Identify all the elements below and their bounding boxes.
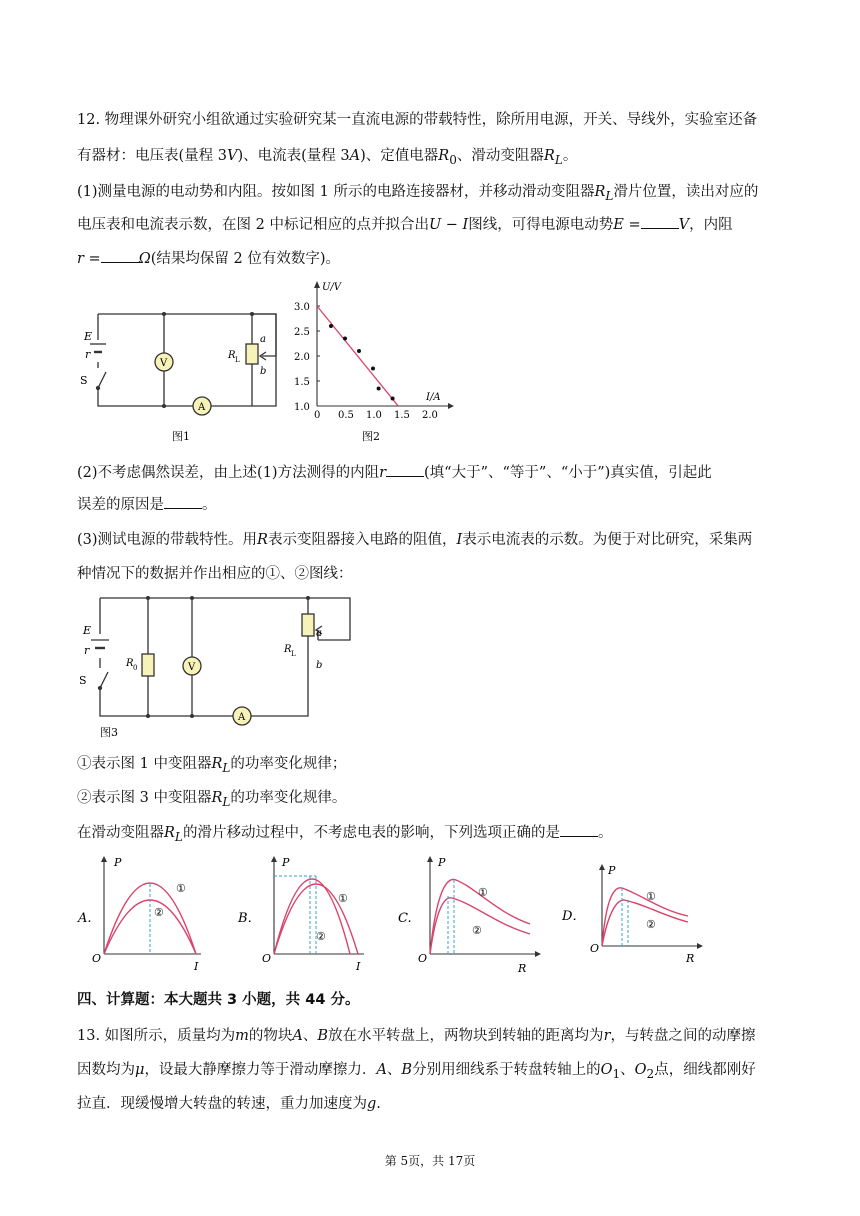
- symbol-rl: R: [543, 148, 555, 164]
- axis-i: I: [194, 960, 199, 973]
- label-rl-sub: L: [291, 650, 296, 658]
- origin-o: O: [92, 952, 102, 965]
- option-c-label: C.: [398, 911, 412, 926]
- subscript: L: [554, 152, 563, 167]
- text: 的物块: [248, 1028, 293, 1044]
- text: )、电流表(量程 3: [237, 148, 350, 164]
- label-s: S: [80, 374, 88, 387]
- label-b: b: [316, 660, 323, 671]
- axis-p: P: [608, 864, 616, 877]
- text: 12. 物理课外研究小组欲通过实验研究某一直流电源的带载特性，除所用电源，开关、导线外，实验室还备: [77, 112, 758, 128]
- q13-line-1: [77, 1026, 756, 1046]
- axis-p: P: [114, 856, 122, 869]
- text: 。: [562, 148, 578, 164]
- curve-1-label: ①: [176, 882, 186, 895]
- unit-a: A: [349, 148, 361, 164]
- option-b-graph: [236, 854, 376, 976]
- data-point: [329, 324, 333, 328]
- fig2-caption: 图2: [362, 430, 380, 443]
- subscript: 2: [646, 1066, 655, 1081]
- text: .: [376, 1096, 381, 1112]
- symbol-i: I: [456, 532, 463, 548]
- label-a: a: [260, 334, 266, 345]
- text: 有器材：电压表(量程 3: [77, 148, 227, 164]
- symbol-r: R: [257, 532, 268, 548]
- option-d-graph: [560, 854, 710, 976]
- x-tick-label: 1.5: [394, 410, 410, 421]
- text: 滑片位置，读出对应的: [613, 184, 759, 200]
- symbol-m: m: [235, 1028, 249, 1044]
- symbol-rl: R: [594, 184, 606, 200]
- x-tick-label: 2.0: [422, 410, 438, 421]
- symbol-b: B: [401, 1062, 413, 1078]
- text: 四、计算题：本大题共 3 小题，共 44 分。: [77, 992, 360, 1008]
- text: 的功率变化规律。: [230, 790, 347, 806]
- text: (1)测量电源的电动势和内阻。按如图 1 所示的电路连接器材，并移动滑动变阻器: [77, 184, 595, 200]
- y-tick-label: 1.0: [294, 402, 310, 413]
- q12-line-8: [77, 530, 752, 550]
- q12-line-11: [77, 788, 346, 812]
- fit-line: [317, 306, 398, 406]
- answer-blank-reason[interactable]: [164, 494, 202, 509]
- q12-line-5: [77, 248, 340, 269]
- label-e: E: [83, 624, 92, 637]
- symbol-rl: R: [211, 790, 223, 806]
- text: 分别用细线系于转盘转轴上的: [412, 1062, 601, 1078]
- text: 拉直．现缓慢增大转盘的转速，重力加速度为: [77, 1096, 367, 1112]
- label-r: r: [85, 348, 91, 361]
- symbol-r: r: [379, 465, 387, 481]
- origin-o: O: [590, 942, 600, 955]
- text: 、: [302, 1028, 318, 1044]
- curve-1: [274, 879, 350, 954]
- ammeter-label: A: [238, 712, 246, 723]
- fig1-caption: 图1: [172, 430, 190, 443]
- axis-r: R: [518, 962, 527, 975]
- subscript: 0: [449, 152, 457, 167]
- label-r0: R: [126, 658, 134, 669]
- text: 、: [620, 1062, 635, 1078]
- subscript: L: [222, 760, 231, 775]
- q13-line-2: [77, 1060, 756, 1084]
- text: 电压表和电流表示数，在图 2 中标记相应的点并拟合出: [77, 217, 429, 233]
- q12-line-9: [77, 564, 353, 584]
- symbol-u-i: U − I: [428, 217, 469, 233]
- text: (2)不考虑偶然误差，由上述(1)方法测得的内阻: [77, 465, 380, 481]
- figure-2-ui-chart: [290, 276, 470, 448]
- data-point: [377, 387, 381, 391]
- curve-2-label: ②: [472, 924, 482, 937]
- section-4-title: [77, 990, 359, 1010]
- curve-2-label: ②: [154, 906, 164, 919]
- text: 的滑片移动过程中，不考虑电表的影响，下列选项正确的是: [182, 825, 560, 841]
- text: 的功率变化规律；: [230, 756, 347, 772]
- option-b-label: B．: [238, 911, 261, 926]
- data-point: [357, 349, 361, 353]
- origin-o: O: [418, 952, 428, 965]
- q12-line-12: [77, 822, 612, 847]
- option-a-graph: [76, 854, 216, 976]
- unit-v: V: [227, 148, 238, 164]
- figure-1-circuit: [76, 300, 296, 448]
- symbol-r0: R: [438, 148, 450, 164]
- option-a-label: A.: [78, 911, 92, 926]
- y-tick-label: 2.5: [294, 327, 310, 338]
- q12-line-7: [77, 494, 217, 515]
- symbol-e: E =: [613, 217, 641, 233]
- label-r0-sub: 0: [133, 664, 138, 672]
- symbol-a: A: [292, 1028, 303, 1044]
- q12-line-6: [77, 462, 712, 483]
- unit-ohm: Ω: [138, 251, 151, 267]
- chart-ylabel: U/V: [322, 282, 342, 293]
- text: 点，细线都刚好: [654, 1062, 756, 1078]
- chart-xlabel: I/A: [426, 392, 441, 403]
- symbol-g: g: [367, 1096, 377, 1112]
- x-tick-label: 1.0: [366, 410, 382, 421]
- option-c-graph: [396, 854, 546, 976]
- subscript: L: [174, 829, 183, 844]
- label-r: r: [84, 644, 90, 657]
- text: 放在水平转盘上，两物块到转轴的距离均为: [328, 1028, 604, 1044]
- page-number: 第 5页，共 17页: [384, 1154, 476, 1168]
- label-s: S: [79, 674, 87, 687]
- text: 。: [202, 497, 217, 513]
- axis-i: I: [356, 960, 361, 973]
- curve-1-label: ①: [478, 886, 488, 899]
- x-tick-label: 0.5: [338, 410, 354, 421]
- answer-blank-r[interactable]: [101, 248, 139, 263]
- data-point: [391, 397, 395, 401]
- label-rl: R: [284, 644, 292, 655]
- q13-line-3: [77, 1094, 381, 1114]
- text: ②表示图 3 中变阻器: [77, 790, 212, 806]
- q12-line-1: [77, 110, 757, 130]
- symbol-rl: R: [211, 756, 223, 772]
- answer-blank-e[interactable]: [641, 214, 679, 229]
- text: 13. 如图所示，质量均为: [77, 1028, 236, 1044]
- symbol-r: r: [603, 1028, 611, 1044]
- text: 表示电流表的示数。为便于对比研究，采集两: [462, 532, 753, 548]
- answer-blank-compare[interactable]: [386, 462, 424, 477]
- text: 种情况下的数据并作出相应的①、②图线：: [77, 566, 353, 582]
- text: )、定值电器: [360, 148, 439, 164]
- voltmeter-label: V: [188, 662, 196, 673]
- q12-line-3: [77, 182, 758, 206]
- text: ，与转盘之间的动摩擦: [610, 1028, 756, 1044]
- origin-o: O: [262, 952, 272, 965]
- text: (3)测试电源的带载特性。用: [77, 532, 258, 548]
- option-d-label: D．: [562, 909, 586, 924]
- data-point: [371, 367, 375, 371]
- axis-p: P: [282, 856, 290, 869]
- text: (结果均保留 2 位有效数字)。: [150, 251, 340, 267]
- curve-1-label: ①: [646, 890, 656, 903]
- axis-r: R: [686, 952, 695, 965]
- text: ①表示图 1 中变阻器: [77, 756, 212, 772]
- curve-2-label: ②: [316, 930, 326, 943]
- subscript: L: [222, 794, 231, 809]
- voltmeter-label: V: [160, 358, 168, 369]
- text: ，设最大静摩擦力等于滑动摩擦力．: [144, 1062, 377, 1078]
- y-tick-label: 1.5: [294, 377, 310, 388]
- data-point: [343, 337, 347, 341]
- text: 误差的原因是: [77, 497, 164, 513]
- subscript: L: [605, 188, 614, 203]
- label-rl-sub: L: [235, 356, 240, 364]
- subscript: 1: [612, 1066, 621, 1081]
- text: 、滑动变阻器: [456, 148, 544, 164]
- figure-3-circuit: [76, 590, 366, 742]
- q12-line-10: [77, 754, 346, 778]
- symbol-o2: O: [634, 1062, 647, 1078]
- y-tick-label: 3.0: [294, 302, 310, 313]
- curve-2: [602, 900, 688, 946]
- text: 在滑动变阻器: [77, 825, 164, 841]
- symbol-mu: μ: [135, 1062, 145, 1078]
- curve-1-label: ①: [338, 892, 348, 905]
- text: 、: [386, 1062, 402, 1078]
- text: 表示变阻器接入电路的阻值，: [267, 532, 457, 548]
- text: 因数均为: [77, 1062, 135, 1078]
- symbol-b: B: [317, 1028, 329, 1044]
- curve-2-label: ②: [646, 918, 656, 931]
- text: 图线，可得电源电动势: [468, 217, 614, 233]
- symbol-o1: O: [600, 1062, 613, 1078]
- x-tick-label: 0: [314, 410, 321, 421]
- answer-blank-option[interactable]: [560, 822, 598, 837]
- unit-v: V: [678, 217, 690, 233]
- text: 。: [597, 825, 613, 841]
- label-a: a: [316, 628, 322, 639]
- q12-line-4: [77, 214, 733, 235]
- y-tick-label: 2.0: [294, 352, 310, 363]
- text: (填“大于”、“等于”、“小于”)真实值，引起此: [424, 465, 712, 481]
- label-rl: R: [228, 350, 236, 361]
- fig3-caption: 图3: [100, 726, 118, 739]
- symbol-rl: R: [164, 825, 175, 841]
- ammeter-label: A: [198, 402, 206, 413]
- symbol-r: r =: [77, 251, 101, 267]
- label-e: E: [84, 330, 93, 343]
- symbol-a: A: [376, 1062, 387, 1078]
- q12-line-2: [77, 146, 577, 170]
- page-footer: [0, 1152, 860, 1169]
- curve-1: [602, 888, 688, 946]
- label-b: b: [260, 366, 267, 377]
- text: ，内阻: [689, 217, 733, 233]
- axis-p: P: [438, 856, 446, 869]
